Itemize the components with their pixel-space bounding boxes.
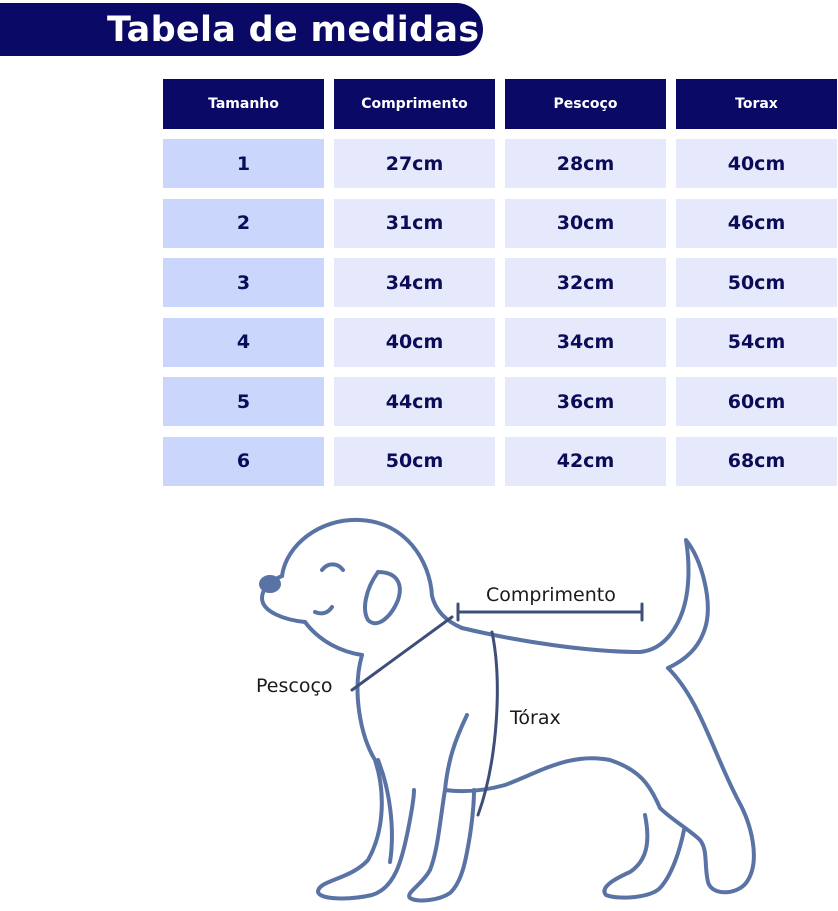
cell-neck: 30cm (505, 199, 666, 248)
dog-measurement-diagram (0, 500, 838, 911)
dog-mouth (315, 607, 332, 613)
dog-ear-outline (365, 572, 400, 623)
cell-size: 2 (163, 199, 324, 248)
dog-rear-leg-outline (660, 668, 754, 892)
page-title: Tabela de medidas (107, 10, 480, 50)
header-chest: Torax (676, 79, 837, 129)
dog-tail-outline (668, 540, 708, 668)
cell-size: 3 (163, 258, 324, 307)
cell-chest: 40cm (676, 139, 837, 188)
cell-length: 44cm (334, 377, 495, 426)
title-banner (0, 3, 483, 56)
cell-neck: 34cm (505, 318, 666, 367)
neck-label: Pescoço (256, 675, 333, 697)
dog-chin-outline (305, 622, 362, 655)
cell-chest: 60cm (676, 377, 837, 426)
length-measure-line (458, 604, 642, 620)
cell-size: 6 (163, 437, 324, 486)
cell-length: 40cm (334, 318, 495, 367)
dog-nose (259, 575, 281, 593)
cell-length: 31cm (334, 199, 495, 248)
neck-measure-line (352, 617, 452, 690)
dog-inner-front-leg-outline (409, 715, 474, 900)
cell-length: 34cm (334, 258, 495, 307)
cell-chest: 68cm (676, 437, 837, 486)
header-length: Comprimento (334, 79, 495, 129)
cell-chest: 54cm (676, 318, 837, 367)
cell-size: 4 (163, 318, 324, 367)
dog-eye (322, 564, 343, 570)
cell-neck: 28cm (505, 139, 666, 188)
cell-neck: 42cm (505, 437, 666, 486)
dog-inner-rear-leg-outline (604, 815, 684, 898)
chest-label: Tórax (510, 707, 561, 729)
cell-size: 1 (163, 139, 324, 188)
dog-head-outline (282, 520, 462, 628)
cell-length: 27cm (334, 139, 495, 188)
header-neck: Pescoço (505, 79, 666, 129)
cell-chest: 50cm (676, 258, 837, 307)
cell-chest: 46cm (676, 199, 837, 248)
header-size: Tamanho (163, 79, 324, 129)
dog-belly-outline (445, 758, 660, 808)
cell-length: 50cm (334, 437, 495, 486)
cell-neck: 32cm (505, 258, 666, 307)
cell-neck: 36cm (505, 377, 666, 426)
cell-size: 5 (163, 377, 324, 426)
length-label: Comprimento (486, 584, 616, 606)
